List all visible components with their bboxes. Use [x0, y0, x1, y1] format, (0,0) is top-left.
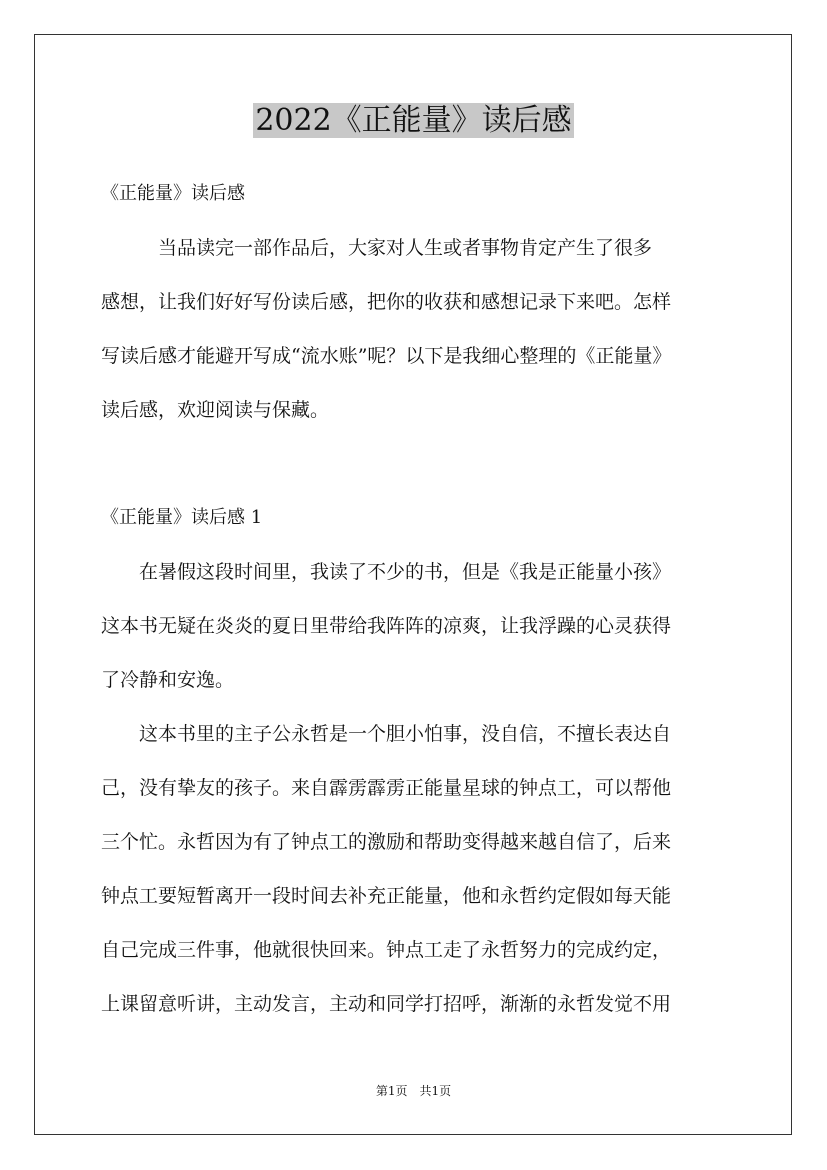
body-line: 在暑假这段时间里，我读了不少的书，但是《我是正能量小孩》	[101, 561, 672, 583]
body-line: 己，没有挚友的孩子。来自霹雳霹雳正能量星球的钟点工，可以帮他	[101, 777, 672, 799]
body-line: 自己完成三件事，他就很快回来。钟点工走了永哲努力的完成约定，	[101, 939, 672, 961]
intro-line: 当品读完一部作品后，大家对人生或者事物肯定产生了很多	[101, 237, 653, 259]
body-line: 上课留意听讲，主动发言，主动和同学打招呼，渐渐的永哲发觉不用	[101, 993, 672, 1015]
body-line: 三个忙。永哲因为有了钟点工的激励和帮助变得越来越自信了，后来	[101, 831, 672, 853]
body-line: 这本书里的主子公永哲是一个胆小怕事，没自信，不擅长表达自	[101, 723, 672, 745]
page-footer: 第1页 共1页	[375, 1084, 452, 1098]
document-title	[0, 100, 827, 142]
intro-line: 感想，让我们好好写份读后感，把你的收获和感想记录下来吧。怎样	[101, 291, 672, 313]
body-line: 钟点工要短暂离开一段时间去补充正能量，他和永哲约定假如每天能	[101, 885, 672, 907]
intro-line: 读后感，欢迎阅读与保藏。	[101, 399, 330, 421]
document-title-text: 2022《正能量》读后感	[255, 103, 572, 138]
intro-line: 写读后感才能避开写成“流水账”呢？以下是我细心整理的《正能量》	[101, 345, 672, 367]
body-line: 了冷静和安逸。	[101, 669, 235, 691]
section-heading: 《正能量》读后感 1	[101, 507, 263, 528]
body-line: 这本书无疑在炎炎的夏日里带给我阵阵的凉爽，让我浮躁的心灵获得	[101, 615, 672, 637]
intro-heading: 《正能量》读后感	[101, 183, 245, 204]
